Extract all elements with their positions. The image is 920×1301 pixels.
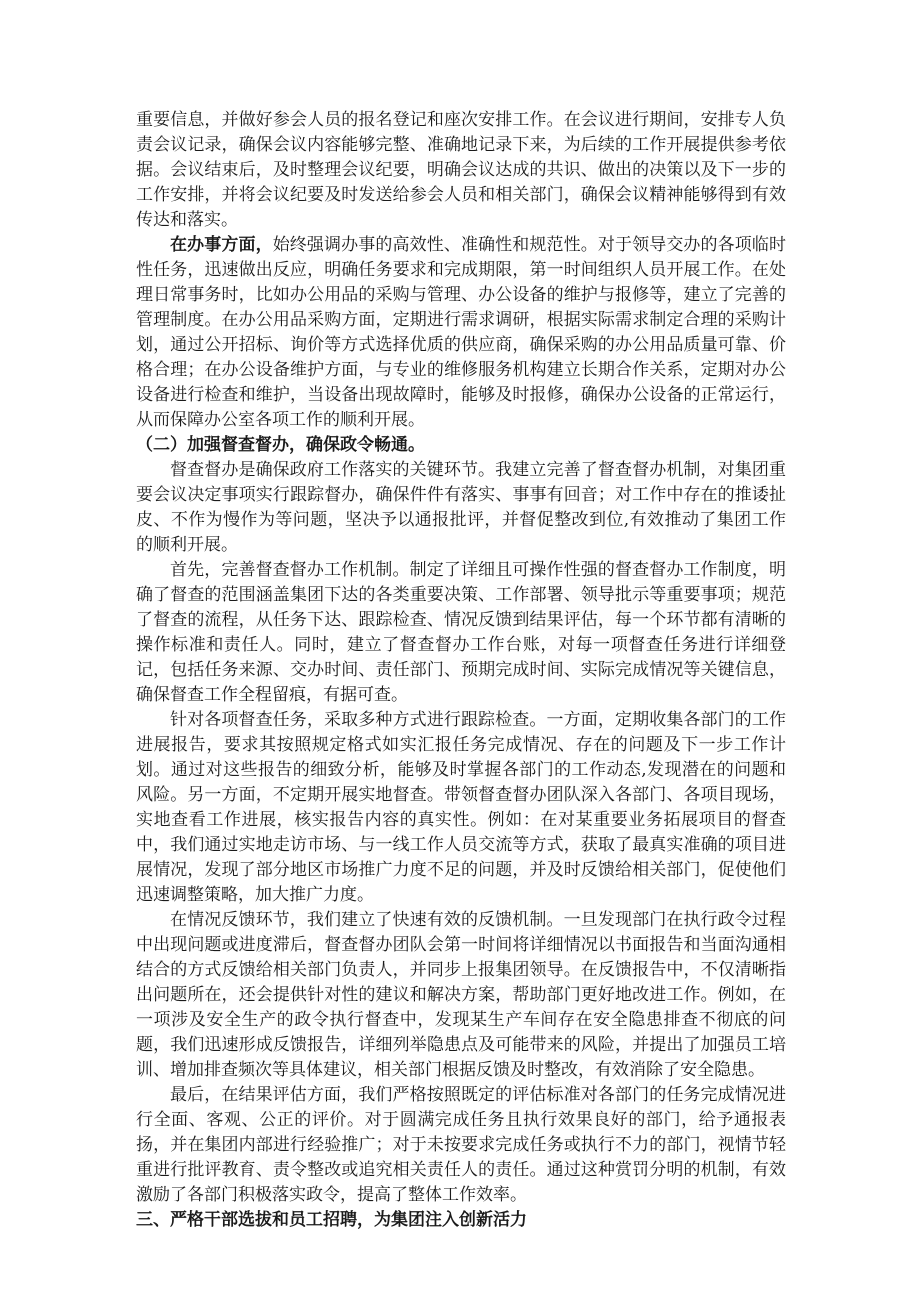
paragraph-lead-bold: 在办事方面， bbox=[170, 235, 273, 255]
heading-section-three: 三、严格干部选拔和员工招聘，为集团注入创新活力 bbox=[136, 1210, 527, 1230]
paragraph-meeting-records: 重要信息，并做好参会人员的报名登记和座次安排工作。在会议进行期间，安排专人负责会议记录，确保会议内容能够完整、准确地记录下来，为后续的工作开展提供参考依据。会议结束后，及时整理会议纪要，明确会议达成的共识、做出的决策以及下一步的工作安排，并将会议纪要及时发送给参会人员和相关部门，确保会议精神能够得到有效传达和落实。 bbox=[136, 110, 786, 230]
paragraph-feedback: 在情况反馈环节，我们建立了快速有效的反馈机制。一旦发现部门在执行政令过程中出现问题或进度滞后，督查督办团队会第一时间将详细情况以书面报告和当面沟通相结合的方式反馈给相关部门负责人，并同步上报集团领导。在反馈报告中，不仅清晰指出问题所在，还会提供针对性的建议和解决方案，帮助部门更好地改进工作。例如，在一项涉及安全生产的政令执行督查中，发现某生产车间存在安全隐患排查不彻底的问题，我们迅速形成反馈报告，详细列举隐患点及可能带来的风险，并提出了加强员工培训、增加排查频次等具体建议，相关部门根据反馈及时整改，有效消除了安全隐患。 bbox=[136, 910, 786, 1080]
paragraph-supervision-mechanism: 首先，完善督查督办工作机制。制定了详细且可操作性强的督查督办工作制度，明确了督查的范围涵盖集团下达的各类重要决策、工作部署、领导批示等重要事项；规范了督查的流程，从任务下达、跟踪检查、情况反馈到结果评估，每一个环节都有清晰的操作标准和责任人。同时，建立了督查督办工作台账，对每一项督查任务进行详细登记，包括任务来源、交办时间、责任部门、预期完成时间、实际完成情况等关键信息，确保督查工作全程留痕，有据可查。 bbox=[136, 560, 786, 705]
paragraph-supervision-intro: 督查督办是确保政府工作落实的关键环节。我建立完善了督查督办机制，对集团重要会议决定事项实行跟踪督办，确保件件有落实、事事有回音；对工作中存在的推诿扯皮、不作为慢作为等问题，坚决予以通报批评，并督促整改到位,有效推动了集团工作的顺利开展。 bbox=[136, 460, 786, 555]
subheading-supervision: （二）加强督查督办，确保政令畅通。 bbox=[136, 435, 425, 455]
document-body bbox=[136, 108, 786, 1233]
paragraph-evaluation: 最后，在结果评估方面，我们严格按照既定的评估标准对各部门的任务完成情况进行全面、客观、公正的评价。对于圆满完成任务且执行效果良好的部门，给予通报表扬，并在集团内部进行经验推广；对于未按要求完成任务或执行不力的部门，视情节轻重进行批评教育、责令整改或追究相关责任人的责任。通过这种赏罚分明的机制，有效激励了各部门积极落实政令，提高了整体工作效率。 bbox=[136, 1085, 786, 1205]
paragraph-tracking-checks: 针对各项督查任务，采取多种方式进行跟踪检查。一方面，定期收集各部门的工作进展报告，要求其按照规定格式如实汇报任务完成情况、存在的问题及下一步工作计划。通过对这些报告的细致分析，能够及时掌握各部门的工作动态,发现潜在的问题和风险。另一方面，不定期开展实地督查。带领督查督办团队深入各部门、各项目现场，实地查看工作进展，核实报告内容的真实性。例如：在对某重要业务拓展项目的督查中，我们通过实地走访市场、与一线工作人员交流等方式，获取了最真实准确的项目进展情况，发现了部分地区市场推广力度不足的问题，并及时反馈给相关部门，促使他们迅速调整策略，加大推广力度。 bbox=[136, 710, 786, 905]
paragraph-affairs-body: 始终强调办事的高效性、准确性和规范性。对于领导交办的各项临时性任务，迅速做出反应，明确任务要求和完成期限，第一时间组织人员开展工作。在处理日常事务时，比如办公用品的采购与管理、办公设备的维护与报修等，建立了完善的管理制度。在办公用品采购方面，定期进行需求调研，根据实际需求制定合理的采购计划，通过公开招标、询价等方式选择优质的供应商，确保采购的办公用品质量可靠、价格合理；在办公设备维护方面，与专业的维修服务机构建立长期合作关系，定期对办公设备进行检查和维护，当设备出现故障时，能够及时报修，确保办公设备的正常运行，从而保障办公室各项工作的顺利开展。 bbox=[136, 235, 787, 430]
paragraph-affairs-handling bbox=[136, 233, 786, 433]
